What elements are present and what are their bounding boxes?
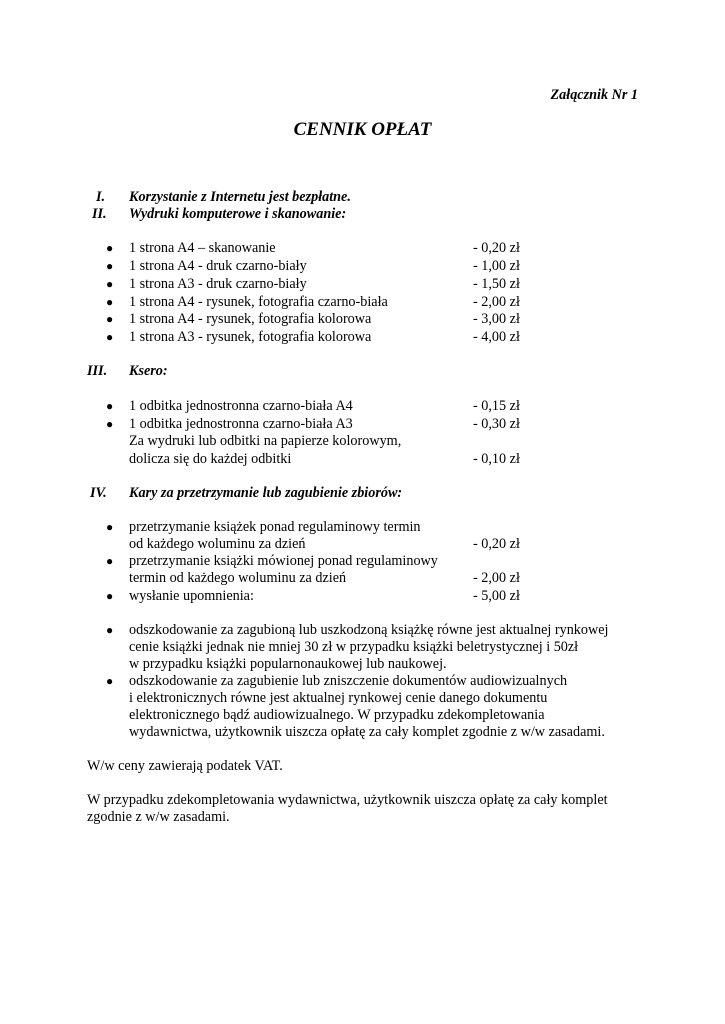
fine-3-label: wysłanie upomnienia: (129, 588, 254, 604)
list-item-price: - 1,50 zł (473, 276, 520, 292)
bullet-icon: ● (106, 554, 114, 568)
list-item-label: 1 odbitka jednostronna czarno-biała A4 (129, 398, 353, 414)
fine-2-line-2: termin od każdego woluminu za dzień (129, 570, 347, 586)
list-item-price: - 0,30 zł (473, 416, 520, 432)
list-item-label: 1 strona A4 – skanowanie (129, 240, 276, 256)
list-item-price: - 0,20 zł (473, 240, 520, 256)
annex-label: Załącznik Nr 1 (550, 87, 638, 103)
fine-1-line-1: przetrzymanie książek ponad regulaminowy termin (129, 519, 421, 535)
section-2-heading: Wydruki komputerowe i skanowanie: (129, 206, 347, 222)
fine-2-line-1: przetrzymanie książki mówionej ponad regulaminowy (129, 553, 438, 569)
footer-note-line-2: zgodnie z w/w zasadami. (87, 809, 230, 825)
compensation-media-line-1: odszkodowanie za zagubienie lub zniszczenie dokumentów audiowizualnych (129, 673, 568, 689)
bullet-icon: ● (106, 259, 114, 273)
section-1-number: I. (96, 189, 106, 205)
section-4-number: IV. (90, 485, 107, 501)
list-item-price: - 0,15 zł (473, 398, 520, 414)
fine-1-line-2: od każdego woluminu za dzień (129, 536, 306, 552)
list-item-price: - 3,00 zł (473, 311, 520, 327)
bullet-icon: ● (106, 623, 114, 637)
bullet-icon: ● (106, 399, 114, 413)
color-paper-note-line-1: Za wydruki lub odbitki na papierze kolorowym, (129, 433, 402, 449)
compensation-media-line-4: wydawnictwa, użytkownik uiszcza opłatę za cały komplet zgodnie z w/w zasadami. (129, 724, 605, 740)
list-item-price: - 4,00 zł (473, 329, 520, 345)
page-title: CENNIK OPŁAT (293, 119, 432, 140)
list-item-label: 1 strona A3 - druk czarno-biały (129, 276, 307, 292)
compensation-media-line-3: elektronicznego bądź audiowizualnego. W przypadku zdekompletowania (129, 707, 545, 723)
compensation-books-line-3: w przypadku książki popularnonaukowej lub naukowej. (129, 656, 447, 672)
list-item-label: 1 strona A3 - rysunek, fotografia kolorowa (129, 329, 372, 345)
fine-3-price: - 5,00 zł (473, 588, 520, 604)
fine-2-price: - 2,00 zł (473, 570, 520, 586)
list-item-label: 1 strona A4 - rysunek, fotografia kolorowa (129, 311, 372, 327)
bullet-icon: ● (106, 277, 114, 291)
section-4-heading: Kary za przetrzymanie lub zagubienie zbiorów: (129, 485, 403, 501)
fine-1-price: - 0,20 zł (473, 536, 520, 552)
list-item-price: - 1,00 zł (473, 258, 520, 274)
list-item-label: 1 odbitka jednostronna czarno-biała A3 (129, 416, 353, 432)
compensation-media-line-2: i elektronicznych równe jest aktualnej rynkowej cenie danego dokumentu (129, 690, 548, 706)
color-paper-note-line-2: dolicza się do każdej odbitki (129, 451, 292, 467)
bullet-icon: ● (106, 520, 114, 534)
section-3-heading: Ksero: (129, 363, 168, 379)
bullet-icon: ● (106, 312, 114, 326)
bullet-icon: ● (106, 417, 114, 431)
bullet-icon: ● (106, 589, 114, 603)
section-2-number: II. (92, 206, 107, 222)
section-1-heading: Korzystanie z Internetu jest bezpłatne. (129, 189, 351, 205)
list-item-label: 1 strona A4 - rysunek, fotografia czarno-biała (129, 294, 388, 310)
compensation-books-line-1: odszkodowanie za zagubioną lub uszkodzoną książkę równe jest aktualnej rynkowej (129, 622, 609, 638)
bullet-icon: ● (106, 241, 114, 255)
bullet-icon: ● (106, 674, 114, 688)
color-paper-note-price: - 0,10 zł (473, 451, 520, 467)
section-3-number: III. (87, 363, 108, 379)
compensation-books-line-2: cenie książki jednak nie mniej 30 zł w przypadku książki beletrystycznej i 50zł (129, 639, 579, 655)
list-item-price: - 2,00 zł (473, 294, 520, 310)
list-item-label: 1 strona A4 - druk czarno-biały (129, 258, 307, 274)
footer-note-line-1: W przypadku zdekompletowania wydawnictwa, użytkownik uiszcza opłatę za cały komplet (87, 792, 608, 808)
vat-note: W/w ceny zawierają podatek VAT. (87, 758, 283, 774)
bullet-icon: ● (106, 330, 114, 344)
bullet-icon: ● (106, 295, 114, 309)
